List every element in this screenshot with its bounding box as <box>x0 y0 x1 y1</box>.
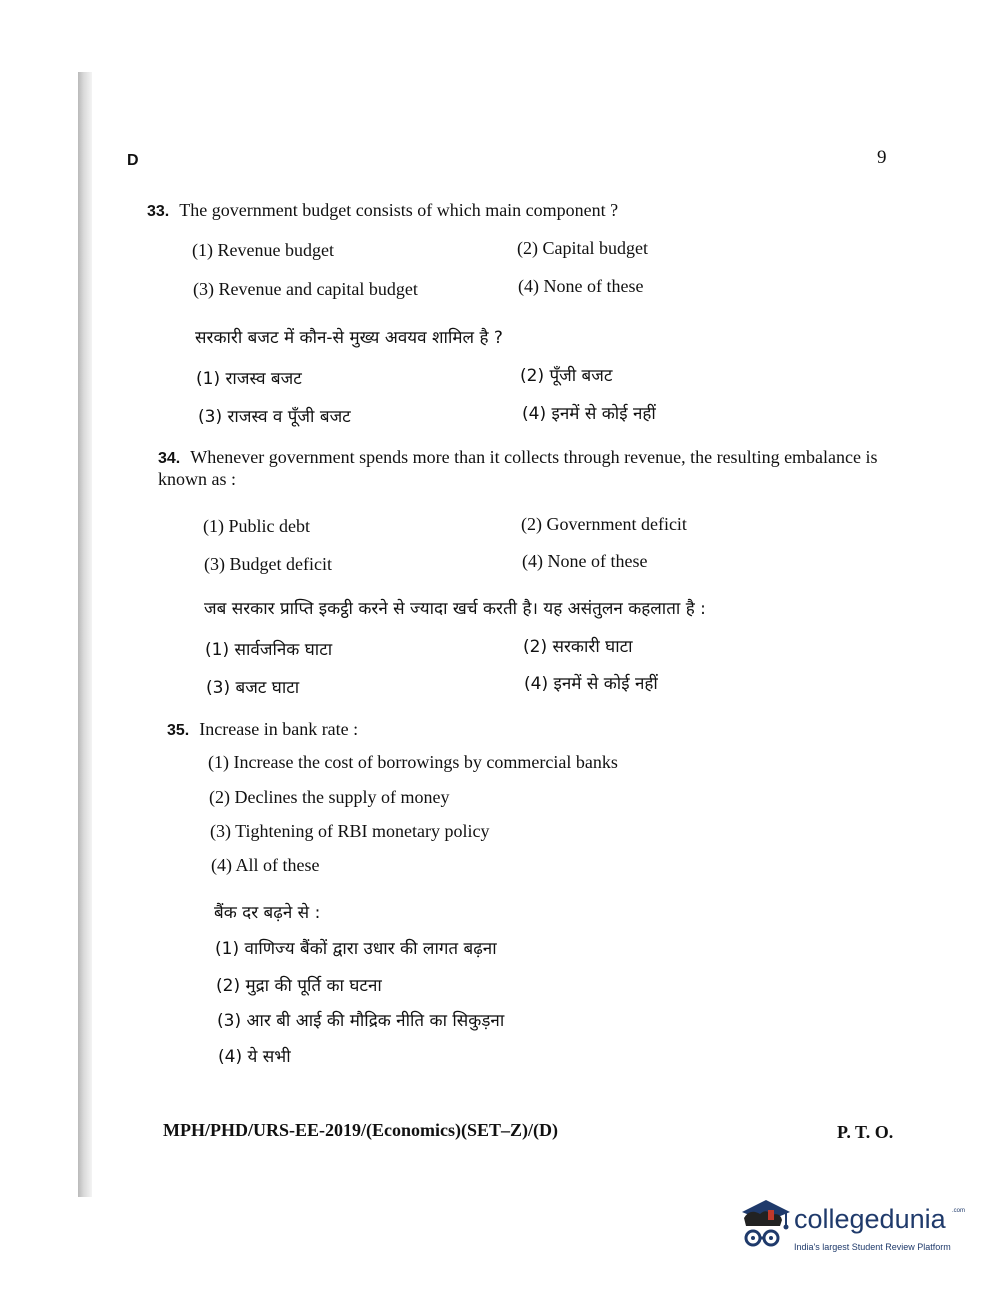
logo-domain: .com <box>952 1208 966 1214</box>
option-hi: (1) वाणिज्य बैंकों द्वारा उधार की लागत बढ़ना <box>215 939 497 959</box>
paper-code: MPH/PHD/URS-EE-2019/(Economics)(SET–Z)/(D) <box>163 1120 558 1140</box>
option-hi: (4) ये सभी <box>218 1047 291 1067</box>
question-text-hi: जब सरकार प्राप्ति इकट्ठी करने से ज्यादा खर्च करती है। यह असंतुलन कहलाता है : <box>204 599 706 619</box>
question-text-en: Increase in bank rate : <box>199 719 359 739</box>
question-33 <box>147 200 618 221</box>
question-text-en: The government budget consists of which main component ? <box>179 200 619 220</box>
question-number: 34. <box>158 450 181 467</box>
question-number: 33. <box>147 203 170 220</box>
option-en: (3) Budget deficit <box>204 554 332 574</box>
question-text-en: Whenever government spends more than it collects through revenue, the resulting embalance is known as : <box>158 447 878 489</box>
question-34 <box>158 447 883 490</box>
logo-tagline: India's largest Student Review Platform <box>794 1242 951 1252</box>
option-en: (4) None of these <box>522 551 648 571</box>
option-hi: (2) मुद्रा की पूर्ति का घटना <box>216 976 382 996</box>
question-35 <box>167 719 358 740</box>
option-en: (1) Increase the cost of borrowings by commercial banks <box>208 752 618 772</box>
option-hi: (2) पूँजी बजट <box>520 366 613 386</box>
mascot-icon <box>736 1196 792 1256</box>
option-en: (4) All of these <box>211 855 320 875</box>
option-hi: (4) इनमें से कोई नहीं <box>524 674 658 694</box>
question-text-hi: सरकारी बजट में कौन-से मुख्य अवयव शामिल है ? <box>195 328 503 348</box>
page-number: 9 <box>877 147 887 168</box>
option-en: (4) None of these <box>518 276 644 296</box>
question-number: 35. <box>167 722 190 739</box>
option-hi: (4) इनमें से कोई नहीं <box>522 404 656 424</box>
question-text-hi: बैंक दर बढ़ने से : <box>214 903 321 923</box>
option-en: (1) Revenue budget <box>192 240 334 260</box>
please-turn-over: P. T. O. <box>837 1122 894 1142</box>
option-hi: (3) बजट घाटा <box>206 678 300 698</box>
option-hi: (2) सरकारी घाटा <box>523 637 633 657</box>
option-en: (2) Government deficit <box>521 514 687 534</box>
scan-binding-edge <box>78 72 92 1197</box>
option-en: (2) Capital budget <box>517 238 648 258</box>
option-hi: (3) राजस्व व पूँजी बजट <box>198 407 351 427</box>
option-hi: (1) राजस्व बजट <box>196 369 302 389</box>
logo-wordmark: collegedunia <box>794 1204 946 1234</box>
collegedunia-logo <box>736 1196 966 1258</box>
option-en: (2) Declines the supply of money <box>209 787 450 807</box>
series-letter: D <box>127 152 139 169</box>
option-hi: (1) सार्वजनिक घाटा <box>205 640 333 660</box>
option-en: (1) Public debt <box>203 516 310 536</box>
option-en: (3) Revenue and capital budget <box>193 279 418 299</box>
option-hi: (3) आर बी आई की मौद्रिक नीति का सिकुड़ना <box>217 1011 505 1031</box>
option-en: (3) Tightening of RBI monetary policy <box>210 821 490 841</box>
